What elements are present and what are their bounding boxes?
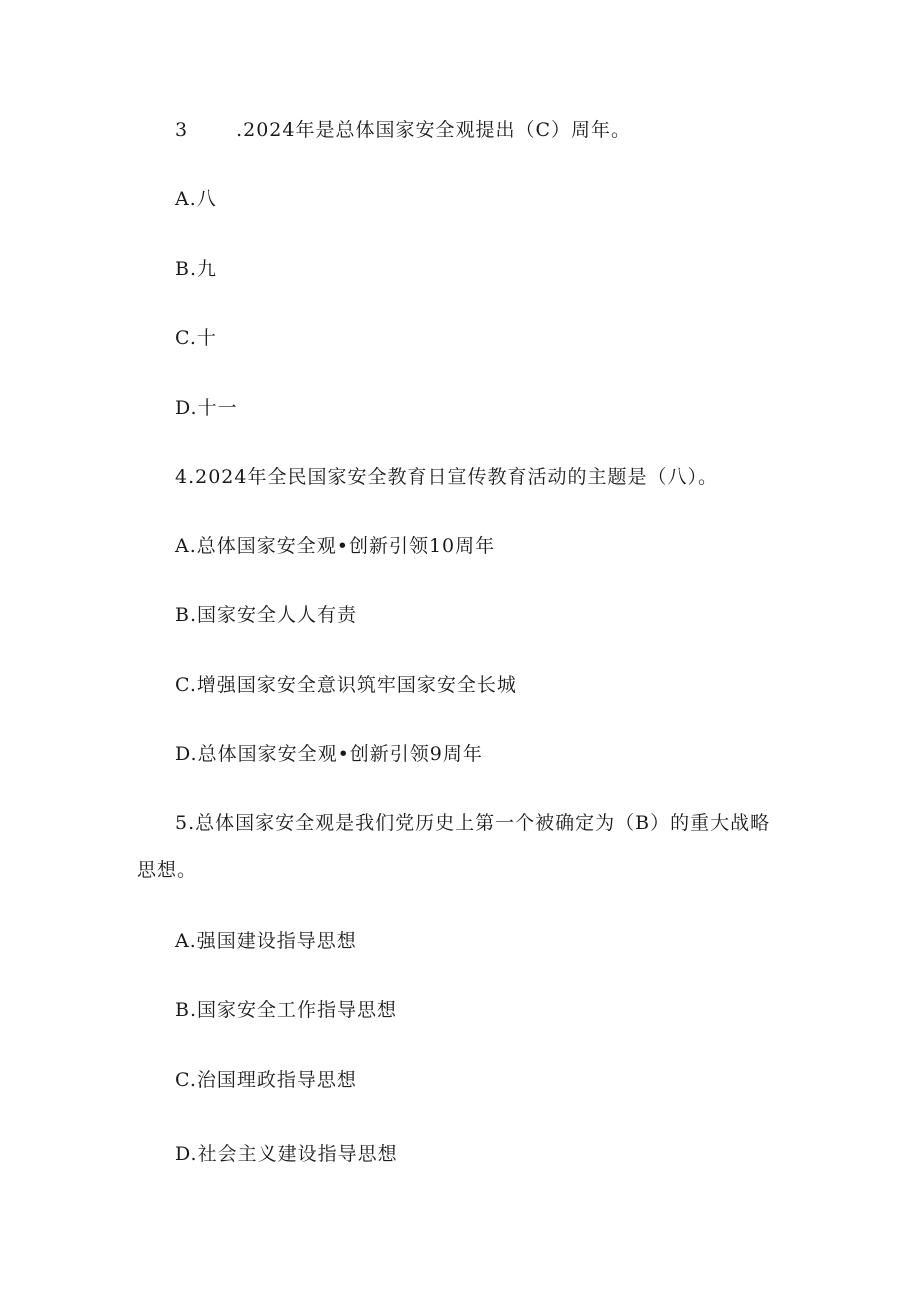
question-4-option-b: B.国家安全人人有责 xyxy=(175,604,358,626)
question-3-option-d: D.十一 xyxy=(175,397,238,419)
question-3-option-b: B.九 xyxy=(175,258,218,280)
question-3-number: 3 xyxy=(175,119,189,141)
question-3-option-a: A.八 xyxy=(175,188,217,210)
question-3-option-c: C.十 xyxy=(175,327,217,349)
question-5-option-c: C.治国理政指导思想 xyxy=(175,1069,357,1091)
question-4-option-d: D.总体国家安全观•创新引领9周年 xyxy=(175,743,483,765)
question-3-text: .2024年是总体国家安全观提出（C）周年。 xyxy=(236,119,632,141)
question-4-stem: 4.2024年全民国家安全教育日宣传教育活动的主题是（八）。 xyxy=(175,466,718,488)
question-5-option-a: A.强国建设指导思想 xyxy=(175,930,357,952)
question-5-stem-line-1: 5.总体国家安全观是我们党历史上第一个被确定为（B）的重大战略 xyxy=(175,812,771,834)
question-5-option-b: B.国家安全工作指导思想 xyxy=(175,999,398,1021)
question-5-stem-line-2: 思想。 xyxy=(137,859,198,881)
question-4-option-c: C.增强国家安全意识筑牢国家安全长城 xyxy=(175,674,517,696)
question-3-stem xyxy=(175,118,631,142)
question-4-option-a: A.总体国家安全观•创新引领10周年 xyxy=(175,535,496,557)
question-5-option-d: D.社会主义建设指导思想 xyxy=(175,1143,398,1165)
